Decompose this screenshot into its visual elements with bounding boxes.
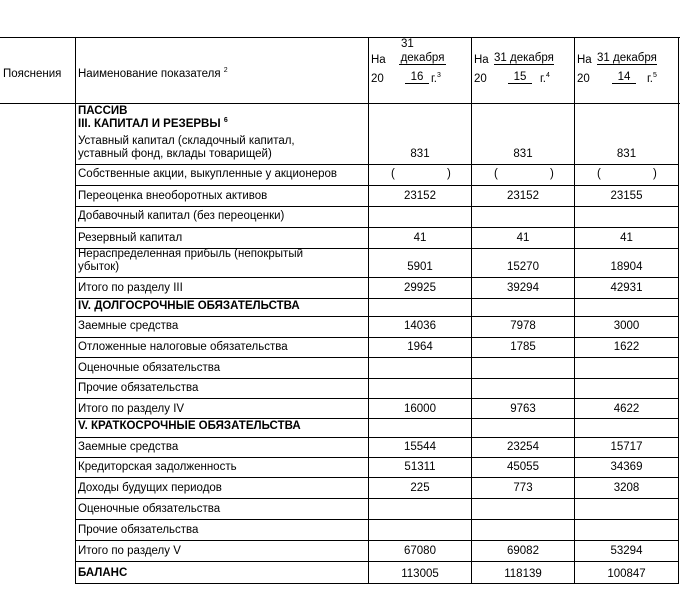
value-cell: 41 — [413, 232, 427, 244]
period-na: На — [577, 54, 592, 66]
row-label: Прочие обязательства — [78, 524, 199, 536]
row-label-cont: убыток) — [78, 261, 120, 273]
period-suffix-text: г. — [647, 73, 653, 85]
period-day: 31 — [494, 52, 507, 64]
period-month-text: декабря — [400, 52, 445, 64]
value-cell: 29925 — [404, 282, 436, 294]
value-cell: 831 — [616, 148, 637, 160]
row-label: Уставный капитал (складочный капитал, — [78, 135, 295, 147]
period-suffix — [540, 73, 550, 87]
row-line — [75, 378, 679, 379]
period-month — [399, 52, 446, 65]
header-indicator-name — [78, 68, 228, 82]
paren-open: ( — [494, 168, 498, 180]
border-bottom — [75, 583, 679, 584]
row-line — [75, 206, 679, 207]
value-cell: 15717 — [610, 441, 643, 453]
row-label: Итого по разделу III — [78, 282, 183, 294]
row-label: Заемные средства — [78, 441, 179, 453]
value-cell: 39294 — [507, 282, 539, 294]
row-line — [75, 298, 679, 299]
value-cell: 225 — [410, 482, 430, 494]
value-cell: 5901 — [407, 261, 433, 273]
period-day: 31 — [401, 38, 414, 50]
period-prefix: 20 — [577, 73, 590, 85]
value-cell: 100847 — [607, 568, 646, 580]
period-prefix: 20 — [474, 73, 487, 85]
row-label: Резервный капитал — [78, 232, 183, 244]
footnote-mark: 2 — [223, 67, 228, 74]
border-right — [678, 37, 679, 584]
row-line — [75, 561, 679, 562]
col-divider-2015 — [574, 37, 575, 584]
value-cell: 1622 — [613, 341, 640, 353]
value-cell: 34369 — [610, 461, 643, 473]
row-line — [75, 357, 679, 358]
row-label: Итого по разделу IV — [78, 403, 185, 415]
period-date — [494, 52, 554, 65]
value-cell: 51311 — [404, 461, 436, 473]
period-suffix-text: г. — [540, 73, 546, 85]
row-line — [75, 277, 679, 278]
row-label: Добавочный капитал (без переоценки) — [78, 210, 285, 222]
footnote-mark: 6 — [223, 117, 228, 124]
value-cell: 831 — [410, 148, 430, 160]
row-label: Оценочные обязательства — [78, 503, 221, 515]
period-year-text: 15 — [508, 71, 532, 84]
paren-open: ( — [391, 168, 395, 180]
row-label: Прочие обязательства — [78, 382, 199, 394]
value-cell: 1964 — [407, 341, 433, 353]
row-label: Отложенные налоговые обязательства — [78, 341, 288, 353]
header-indicator-label: Наименование показателя — [78, 68, 221, 80]
period-suffix — [647, 73, 657, 87]
value-cell: 15544 — [404, 441, 436, 453]
row-line — [75, 398, 679, 399]
value-cell: 16000 — [404, 403, 436, 415]
period-year-text: 14 — [612, 71, 636, 84]
section-heading-v: V. КРАТКОСРОЧНЫЕ ОБЯЗАТЕЛЬСТВА — [78, 420, 301, 432]
row-label-balance: БАЛАНС — [78, 567, 128, 579]
header-notes: Пояснения — [3, 68, 62, 80]
period-day-month — [494, 52, 554, 65]
paren-close: ) — [550, 168, 554, 180]
value-cell: 41 — [620, 232, 633, 244]
section-heading-text: III. КАПИТАЛ И РЕЗЕРВЫ — [78, 118, 221, 130]
value-cell: 18904 — [610, 261, 643, 273]
value-cell: 41 — [516, 232, 530, 244]
col-divider-name — [368, 37, 369, 584]
period-year — [508, 71, 532, 84]
section-heading-iv: IV. ДОЛГОСРОЧНЫЕ ОБЯЗАТЕЛЬСТВА — [78, 300, 300, 312]
section-heading-iii — [78, 118, 228, 132]
value-cell: 69082 — [507, 545, 539, 557]
value-cell: 7978 — [510, 320, 536, 332]
value-cell: 14036 — [404, 320, 436, 332]
value-cell: 67080 — [404, 545, 436, 557]
row-line — [75, 540, 679, 541]
paren-open: ( — [597, 168, 601, 180]
value-cell: 15270 — [507, 261, 539, 273]
value-cell: 3000 — [613, 320, 640, 332]
period-month: декабря — [510, 52, 554, 64]
period-day: 31 — [597, 52, 610, 64]
row-label-passiv: ПАССИВ — [78, 105, 128, 117]
period-year-text: 16 — [405, 71, 429, 84]
border-header-bottom — [0, 103, 680, 104]
row-line — [75, 519, 679, 520]
row-line — [75, 477, 679, 478]
period-month: декабря — [613, 52, 657, 64]
row-line — [75, 316, 679, 317]
footnote-mark: 4 — [546, 72, 550, 79]
row-label-cont: уставный фонд, вклады товарищей) — [78, 148, 272, 160]
value-cell: 1785 — [510, 341, 536, 353]
value-cell: 9763 — [510, 403, 536, 415]
period-na: На — [371, 54, 386, 66]
row-line — [75, 457, 679, 458]
period-day-month — [597, 52, 657, 65]
period-na: На — [474, 54, 489, 66]
row-label: Собственные акции, выкупленные у акционеров — [78, 168, 337, 180]
period-year — [612, 71, 636, 84]
row-line — [75, 498, 679, 499]
footnote-mark: 3 — [437, 72, 441, 79]
value-cell: 773 — [513, 482, 533, 494]
value-cell: 23152 — [507, 190, 539, 202]
row-line — [75, 337, 679, 338]
col-divider-notes — [75, 37, 76, 584]
paren-close: ) — [447, 168, 451, 180]
border-top — [0, 37, 680, 38]
period-prefix: 20 — [371, 73, 384, 85]
period-year — [405, 71, 429, 84]
value-cell: 45055 — [507, 461, 539, 473]
value-cell: 42931 — [610, 282, 643, 294]
row-line — [75, 185, 679, 186]
row-line — [75, 437, 679, 438]
period-suffix — [431, 73, 441, 87]
row-label: Оценочные обязательства — [78, 362, 221, 374]
row-label: Итого по разделу V — [78, 545, 181, 557]
period-date — [597, 52, 657, 65]
row-line — [75, 164, 679, 165]
row-label: Кредиторская задолженность — [78, 461, 237, 473]
value-cell: 831 — [513, 148, 533, 160]
value-cell: 23254 — [507, 441, 539, 453]
row-label: Доходы будущих периодов — [78, 482, 222, 494]
value-cell: 23152 — [404, 190, 436, 202]
value-cell: 4622 — [613, 403, 640, 415]
period-suffix-text: г. — [431, 73, 437, 85]
value-cell: 23155 — [610, 190, 643, 202]
row-label: Переоценка внеоборотных активов — [78, 190, 268, 202]
value-cell: 53294 — [610, 545, 643, 557]
value-cell: 3208 — [613, 482, 640, 494]
col-divider-2016 — [471, 37, 472, 584]
row-line — [75, 227, 679, 228]
value-cell: 113005 — [401, 568, 439, 580]
paren-close: ) — [653, 168, 657, 180]
row-label: Нераспределенная прибыль (непокрытый — [78, 248, 304, 260]
value-cell: 118139 — [504, 568, 542, 580]
row-label: Заемные средства — [78, 320, 179, 332]
row-line — [75, 418, 679, 419]
footnote-mark: 5 — [653, 72, 657, 79]
